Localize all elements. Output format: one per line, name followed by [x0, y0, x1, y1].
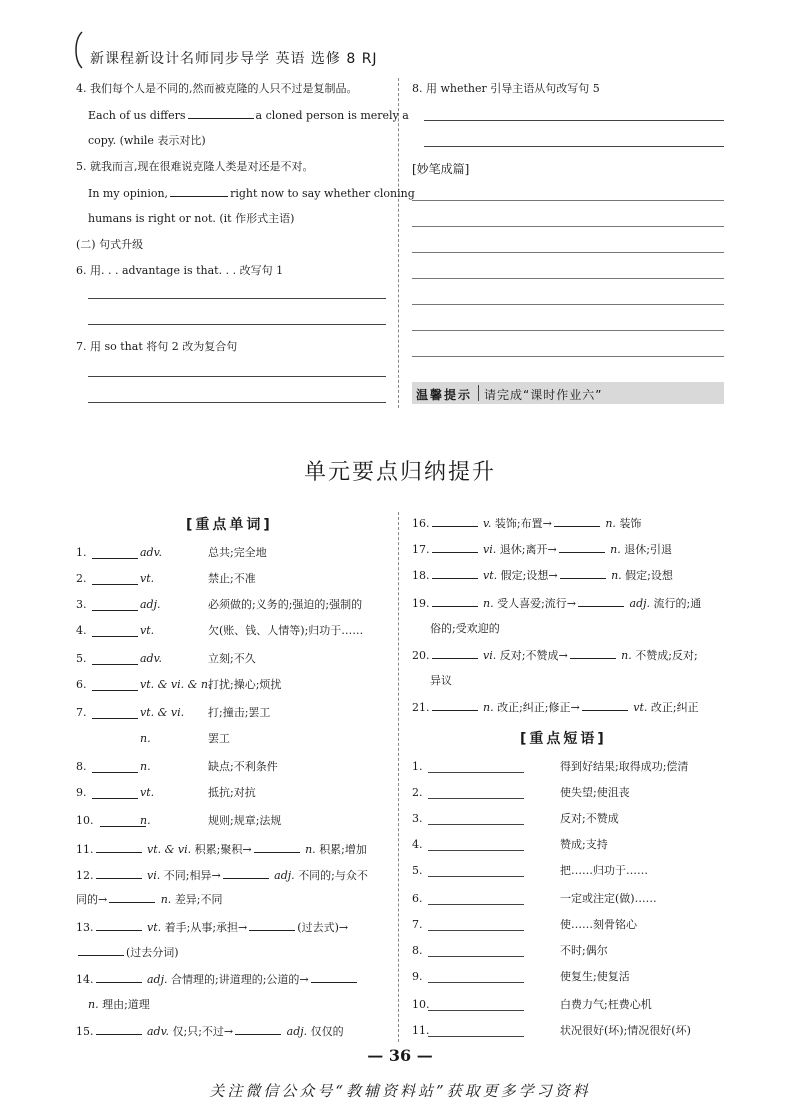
phrase-meaning: 把……归功于…… [560, 864, 648, 877]
word-20-cont: 异议 [430, 674, 452, 687]
phrase-blank[interactable] [428, 930, 524, 931]
phrase-blank[interactable] [428, 876, 524, 877]
writing-line-7[interactable] [412, 356, 724, 357]
word-20: 20. vi. 反对;不赞成→ n. 不赞成;反对; [412, 649, 698, 662]
word-12-blank-3[interactable] [109, 892, 155, 903]
q4-chinese: 4. 我们每个人是不同的,然而被克隆的人只不过是复制品。 [76, 82, 358, 95]
word-21-blank-2[interactable] [582, 700, 628, 711]
phrase-meaning: 反对;不赞成 [560, 812, 619, 825]
phrase-number: 3. [412, 812, 423, 825]
word-meaning: 禁止;不准 [208, 572, 256, 585]
word-pos: vt. [140, 786, 155, 799]
word-19-blank[interactable] [432, 596, 478, 607]
phrase-number: 9. [412, 970, 423, 983]
q7-answer-line-1[interactable] [88, 376, 386, 377]
word-meaning: 打;撞击;罢工 [208, 706, 271, 719]
phrase-meaning: 使失望;使沮丧 [560, 786, 630, 799]
section-sentence-upgrade: (二) 句式升级 [76, 238, 144, 251]
word-blank[interactable] [92, 626, 138, 637]
word-13-cont: (过去分词) [76, 945, 179, 960]
word-number: 3. [76, 598, 87, 611]
q4-blank[interactable] [188, 108, 254, 119]
word-meaning: 罢工 [208, 732, 230, 745]
word-blank[interactable] [92, 574, 138, 585]
column-divider [398, 78, 399, 408]
word-meaning: 规则;规章;法规 [208, 814, 282, 827]
word-14: 14. adj. 合情理的;讲道理的;公道的→ [76, 972, 359, 987]
word-17: 17. vi. 退休;离开→ n. 退休;引退 [412, 543, 672, 556]
word-blank[interactable] [92, 762, 138, 773]
writing-line-1[interactable] [412, 200, 724, 201]
tip-label: 温馨提示 [416, 388, 473, 402]
phrase-blank[interactable] [428, 772, 524, 773]
word-16-blank[interactable] [432, 516, 478, 527]
word-15: 15. adv. 仅;只;不过→ adj. 仅仅的 [76, 1025, 344, 1038]
word-number: 7. [76, 706, 87, 719]
word-blank[interactable] [92, 708, 138, 719]
word-number: 1. [76, 546, 87, 559]
q5-blank[interactable] [170, 186, 228, 197]
phrase-meaning: 赞成;支持 [560, 838, 608, 851]
q4-english-line1: Each of us differs a cloned person is merely a [88, 109, 409, 122]
word-pos: vt. & vi. & n. [140, 678, 212, 691]
phrase-meaning: 一定或注定(做)…… [560, 892, 657, 905]
page-header-title: 新课程新设计名师同步导学 英语 选修 8 RJ [90, 51, 378, 67]
q7-prompt: 7. 用 so that 将句 2 改为复合句 [76, 340, 238, 353]
q5-chinese: 5. 就我而言,现在很难说克隆人类是对还是不对。 [76, 160, 314, 173]
header-decoration-icon [72, 30, 86, 70]
phrase-number: 11. [412, 1024, 430, 1037]
phrase-blank[interactable] [428, 956, 524, 957]
word-11-blank-2[interactable] [254, 842, 300, 853]
word-18: 18. vt. 假定;设想→ n. 假定;设想 [412, 569, 673, 582]
word-meaning: 必须做的;义务的;强迫的;强制的 [208, 598, 363, 611]
word-19-blank-2[interactable] [578, 596, 624, 607]
writing-section-title: [妙笔成篇] [412, 162, 470, 176]
word-21: 21. n. 改正;纠正;修正→ vt. 改正;纠正 [412, 701, 699, 714]
word-pos: vt. [140, 572, 155, 585]
word-blank[interactable] [92, 600, 138, 611]
word-19: 19. n. 受人喜爱;流行→ adj. 流行的;通 [412, 597, 702, 610]
tip-banner [412, 382, 724, 404]
word-13: 13. vt. 着手;从事;承担→ (过去式)→ [76, 921, 349, 934]
key-words-title: [重点单词] [186, 517, 273, 533]
q5-english-line1: In my opinion, right now to say whether cloning [88, 187, 415, 200]
word-pos: n. [140, 760, 151, 773]
word-meaning: 总共;完全地 [208, 546, 267, 559]
tip-separator [478, 385, 479, 401]
word-12-blank-2[interactable] [223, 868, 269, 879]
phrase-meaning: 状况很好(坏);情况很好(坏) [560, 1024, 691, 1037]
phrase-meaning: 白费力气;枉费心机 [560, 998, 652, 1011]
phrase-blank[interactable] [428, 1036, 524, 1037]
q8-answer-line-1[interactable] [424, 120, 724, 121]
q8-answer-line-2[interactable] [424, 146, 724, 147]
word-15-blank[interactable] [96, 1024, 142, 1035]
word-19-cont: 俗的;受欢迎的 [430, 622, 500, 635]
word-meaning: 立刻;不久 [208, 652, 256, 665]
phrase-blank[interactable] [428, 824, 524, 825]
word-number: 8. [76, 760, 87, 773]
q4-english-line2: copy. (while 表示对比) [88, 134, 206, 147]
writing-line-6[interactable] [412, 330, 724, 331]
word-15-blank-2[interactable] [235, 1024, 281, 1035]
phrase-meaning: 得到好结果;取得成功;偿清 [560, 760, 689, 773]
phrase-number: 4. [412, 838, 423, 851]
word-number: 10. [76, 814, 94, 827]
q6-answer-line-1[interactable] [88, 298, 386, 299]
q6-answer-line-2[interactable] [88, 324, 386, 325]
tip-text: 请完成“课时作业六” [484, 388, 603, 402]
writing-line-5[interactable] [412, 304, 724, 305]
word-16-blank-2[interactable] [554, 516, 600, 527]
word-14-cont: n. 理由;道理 [88, 998, 150, 1011]
word-meaning: 欠(账、钱、人情等);归功于…… [208, 624, 364, 637]
word-20-blank-2[interactable] [570, 648, 616, 659]
q7-answer-line-2[interactable] [88, 402, 386, 403]
word-13-blank-2[interactable] [249, 920, 295, 931]
phrase-meaning: 使……刻骨铭心 [560, 918, 637, 931]
word-14-blank[interactable] [96, 972, 142, 983]
word-pos: adv. [140, 652, 163, 665]
word-blank[interactable] [92, 680, 138, 691]
q8-prompt: 8. 用 whether 引导主语从句改写句 5 [412, 82, 600, 95]
phrase-blank[interactable] [428, 798, 524, 799]
word-pos: adv. [140, 546, 163, 559]
word-number: 9. [76, 786, 87, 799]
footer-note: 关注微信公众号“教辅资料站”获取更多学习资料 [209, 1082, 591, 1100]
word-number: 5. [76, 652, 87, 665]
column-divider-lower [398, 512, 399, 1042]
writing-line-3[interactable] [412, 252, 724, 253]
word-21-blank[interactable] [432, 700, 478, 711]
word-number: 2. [76, 572, 87, 585]
writing-line-2[interactable] [412, 226, 724, 227]
word-meaning: 缺点;不利条件 [208, 760, 278, 773]
phrase-number: 5. [412, 864, 423, 877]
word-blank[interactable] [92, 788, 138, 799]
q6-prompt: 6. 用. . . advantage is that. . . 改写句 1 [76, 264, 284, 277]
phrase-blank[interactable] [428, 850, 524, 851]
phrase-blank[interactable] [428, 904, 524, 905]
word-12-blank[interactable] [96, 868, 142, 879]
phrase-blank[interactable] [428, 1010, 524, 1011]
word-17-blank[interactable] [432, 542, 478, 553]
phrase-number: 10. [412, 998, 430, 1011]
word-pos: adj. [140, 598, 161, 611]
word-meaning: 打扰;操心;烦扰 [208, 678, 282, 691]
page-number: — 36 — [367, 1046, 433, 1065]
phrase-meaning: 不时;偶尔 [560, 944, 608, 957]
phrase-meaning: 使复生;使复活 [560, 970, 630, 983]
writing-line-4[interactable] [412, 278, 724, 279]
word-18-blank-2[interactable] [560, 568, 606, 579]
word-13-blank[interactable] [96, 920, 142, 931]
word-12-cont: 同的→ n. 差异;不同 [76, 893, 223, 906]
word-13-blank-3[interactable] [78, 945, 124, 956]
word-14-blank-2[interactable] [311, 972, 357, 983]
word-12: 12. vi. 不同;相异→ adj. 不同的;与众不 [76, 869, 368, 882]
word-number: 6. [76, 678, 87, 691]
unit-summary-title: 单元要点归纳提升 [303, 460, 496, 485]
phrase-number: 7. [412, 918, 423, 931]
word-blank[interactable] [92, 548, 138, 559]
phrase-blank[interactable] [428, 982, 524, 983]
key-phrases-title: [重点短语] [520, 731, 607, 747]
word-pos: n. [140, 814, 151, 827]
phrase-number: 2. [412, 786, 423, 799]
word-blank[interactable] [92, 654, 138, 665]
phrase-number: 1. [412, 760, 423, 773]
word-meaning: 抵抗;对抗 [208, 786, 256, 799]
word-pos: vt. & vi. [140, 706, 185, 719]
word-11: 11. vt. & vi. 积累;聚积→ n. 积累;增加 [76, 843, 367, 856]
word-number: 4. [76, 624, 87, 637]
word-pos: vt. [140, 624, 155, 637]
word-17-blank-2[interactable] [559, 542, 605, 553]
phrase-number: 6. [412, 892, 423, 905]
word-16: 16. v. 装饰;布置→ n. 装饰 [412, 517, 642, 530]
word-11-blank[interactable] [96, 842, 142, 853]
phrase-number: 8. [412, 944, 423, 957]
word-20-blank[interactable] [432, 648, 478, 659]
q5-english-line2: humans is right or not. (it 作形式主语) [88, 212, 295, 225]
word-18-blank[interactable] [432, 568, 478, 579]
word-pos: n. [140, 732, 151, 745]
